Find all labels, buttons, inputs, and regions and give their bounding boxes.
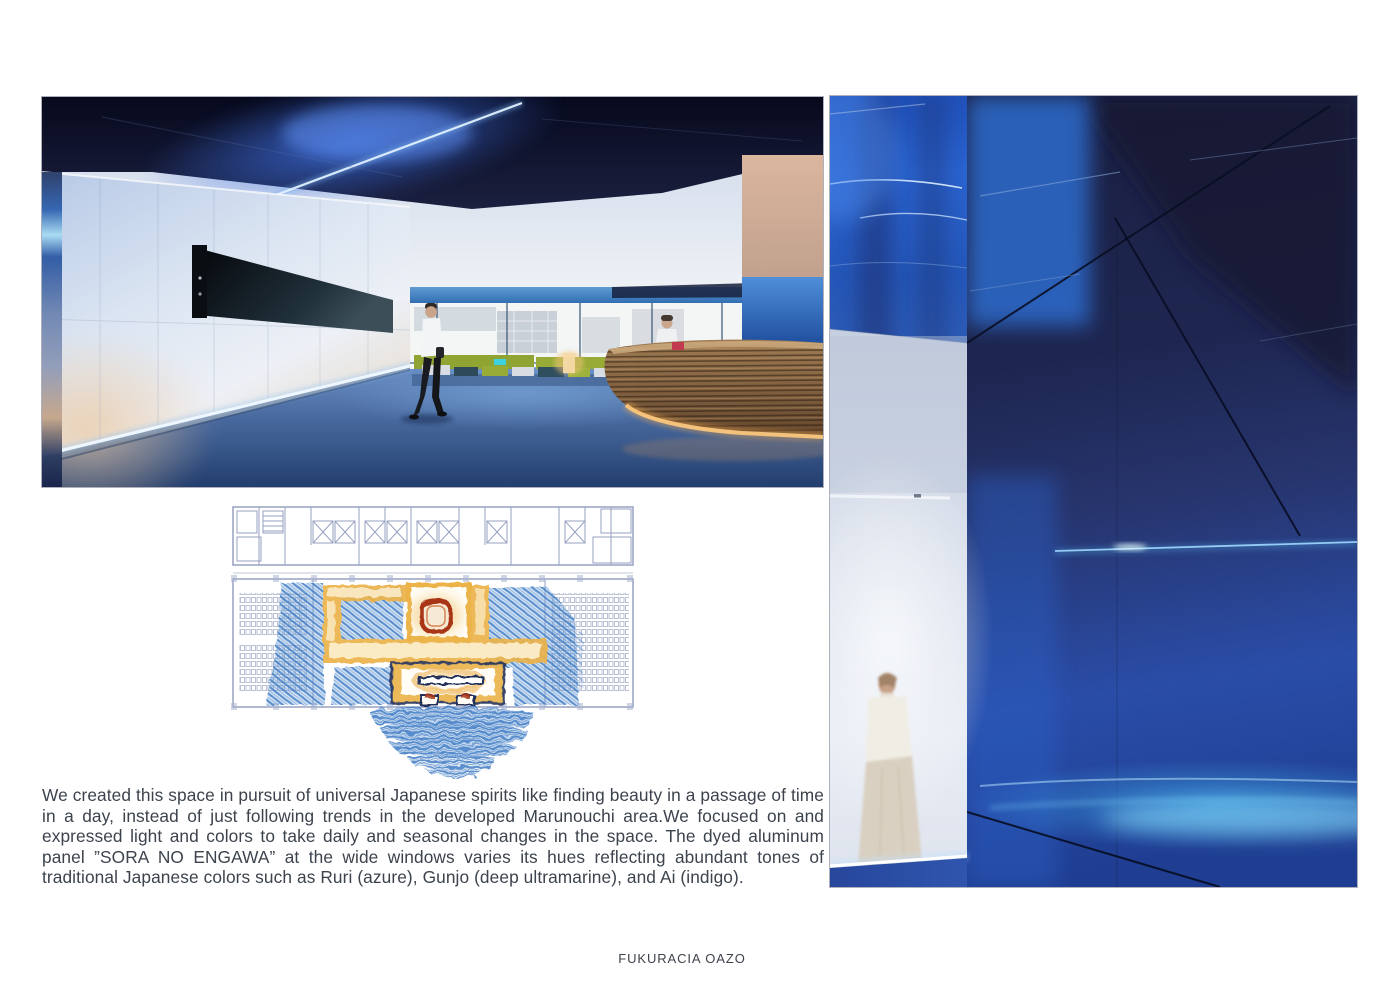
lobby-photo-art (42, 97, 823, 487)
left-edge-panel (42, 172, 62, 487)
plan-blue-splash (369, 706, 534, 777)
elevator-boxes (313, 521, 585, 543)
window-building (582, 317, 620, 353)
table-lamp (563, 353, 575, 373)
signage-latch (198, 292, 201, 295)
floor-plan-sketch (229, 501, 639, 779)
project-caption: FUKURACIA OAZO (618, 951, 746, 966)
desk-flowers (672, 342, 684, 350)
signage-endcap (192, 245, 207, 318)
floor-plan-art (229, 501, 639, 779)
lobby-interior-photo (42, 97, 823, 487)
plan-bottom-room (392, 663, 504, 705)
panel-bright-patch (967, 96, 1090, 326)
left-panel-reflection (918, 96, 946, 354)
stair-hatch (263, 511, 283, 533)
signage-latch (198, 276, 201, 279)
streak-hotspot (1113, 544, 1147, 549)
aluminum-panel-photo (830, 96, 1357, 887)
panel-photo-art (830, 96, 1357, 887)
plan-table (419, 677, 483, 684)
project-description: We created this space in pursuit of universal Japanese spirits like finding beauty in a passage of time in a day, instead of just following trends in the developed Marunouchi area.We focused on and expressed light and colors to take daily and seasonal changes in the space. The dyed aluminum panel ”SORA NO ENGAWA” at the wide windows varies its hues reflecting abundant tones of traditional Japanese colors such as Ruri (azure), Gunjo (deep ultramarine), and Ai (indigo). (42, 785, 824, 888)
right-warm-wall (742, 155, 823, 287)
